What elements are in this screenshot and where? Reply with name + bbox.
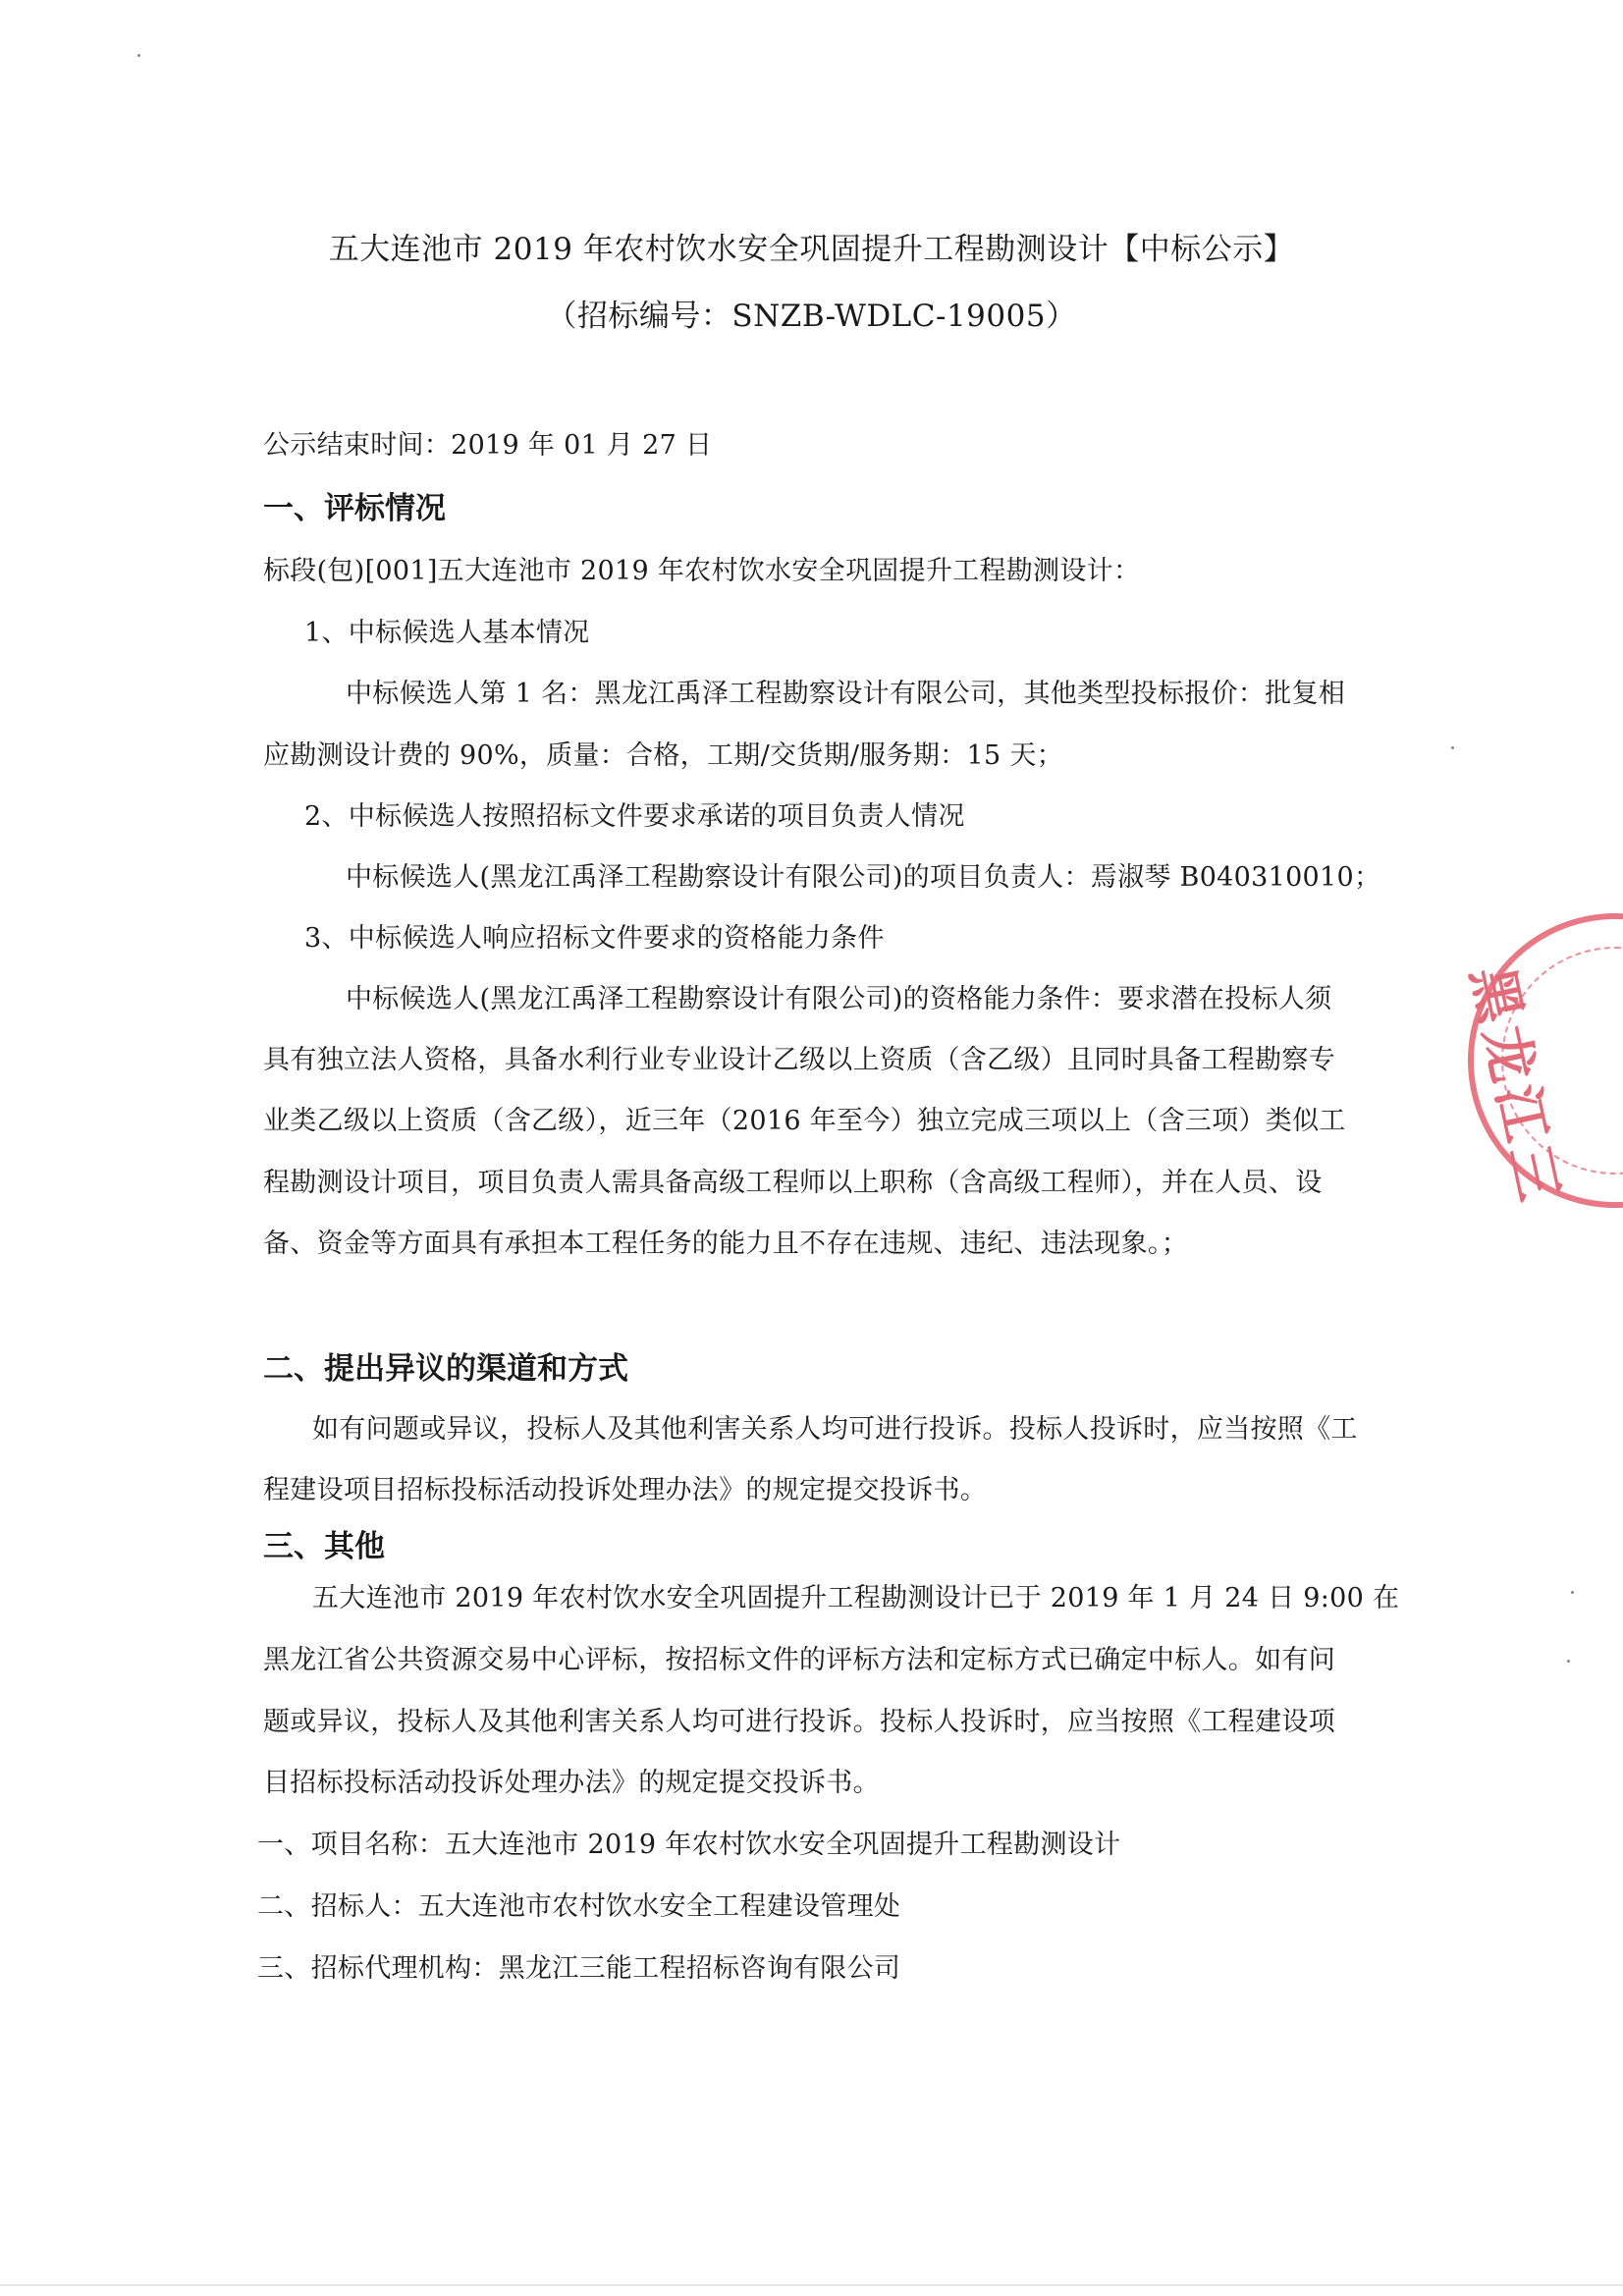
project-name-line: 一、项目名称：五大连池市 2019 年农村饮水安全巩固提升工程勘测设计 [257, 1830, 1121, 1860]
item3-line5: 备、资金等方面具有承担本工程任务的能力且不存在违规、违纪、违法现象。； [263, 1229, 1188, 1259]
document-title: 五大连池市 2019 年农村饮水安全巩固提升工程勘测设计【中标公示】 [328, 232, 1295, 267]
scan-speck [137, 54, 140, 57]
item3-line1: 中标候选人(黑龙江禹泽工程勘察设计有限公司)的资格能力条件：要求潜在投标人须 [346, 984, 1332, 1014]
other-line2: 黑龙江省公共资源交易中心评标，按招标文件的评标方法和定标方式已确定中标人。如有问 [263, 1645, 1335, 1675]
agency-line: 三、招标代理机构：黑龙江三能工程招标咨询有限公司 [257, 1953, 901, 1984]
other-line1: 五大连池市 2019 年农村饮水安全巩固提升工程勘测设计已于 2019 年 1 月 24 日 9:00 在 [312, 1583, 1400, 1613]
item1-line2: 应勘测设计费的 90%，质量：合格，工期/交货期/服务期：15 天； [263, 740, 1063, 771]
item1-title: 1、中标候选人基本情况 [304, 618, 590, 648]
objection-line2: 程建设项目招标投标活动投诉处理办法》的规定提交投诉书。 [263, 1475, 988, 1505]
tenderer-line: 二、招标人：五大连池市农村饮水安全工程建设管理处 [257, 1891, 901, 1922]
item3-title: 3、中标候选人响应招标文件要求的资格能力条件 [304, 923, 885, 954]
scan-edge-line [0, 2284, 1623, 2286]
item3-line2: 具有独立法人资格，具备水利行业专业设计乙级以上资质（含乙级）且同时具备工程勘察专 [263, 1045, 1335, 1075]
official-seal [1458, 913, 1623, 1213]
item2-title: 2、中标候选人按照招标文件要求承诺的项目负责人情况 [304, 801, 965, 832]
objection-line1: 如有问题或异议，投标人及其他利害关系人均可进行投诉。投标人投诉时，应当按照《工 [312, 1414, 1358, 1445]
other-line3: 题或异议，投标人及其他利害关系人均可进行投诉。投标人投诉时，应当按照《工程建设项 [263, 1707, 1335, 1737]
item1-line1: 中标候选人第 1 名：黑龙江禹泽工程勘察设计有限公司，其他类型投标报价：批复相 [346, 679, 1346, 709]
scan-speck [1571, 1591, 1574, 1594]
section-heading-objection: 二、提出异议的渠道和方式 [263, 1351, 628, 1387]
tender-number: （招标编号：SNZB-WDLC-19005） [546, 299, 1077, 334]
lot-line: 标段(包)[001]五大连池市 2019 年农村饮水安全巩固提升工程勘测设计： [263, 556, 1141, 586]
seal-text: 黑龙江三 [1458, 960, 1572, 1213]
item2-line1: 中标候选人(黑龙江禹泽工程勘察设计有限公司)的项目负责人：焉淑琴 B040310010； [346, 862, 1381, 893]
section-heading-other: 三、其他 [263, 1529, 385, 1564]
item3-line3: 业类乙级以上资质（含乙级），近三年（2016 年至今）独立完成三项以上（含三项）类似工 [263, 1106, 1346, 1136]
scan-speck [1567, 1660, 1570, 1663]
other-line4: 目招标投标活动投诉处理办法》的规定提交投诉书。 [263, 1768, 880, 1798]
publicity-end-time: 公示结束时间：2019 年 01 月 27 日 [263, 430, 713, 461]
section-heading-evaluation: 一、评标情况 [263, 491, 446, 526]
scan-speck [1451, 746, 1454, 749]
item3-line4: 程勘测设计项目，项目负责人需具备高级工程师以上职称（含高级工程师），并在人员、设 [263, 1168, 1323, 1198]
